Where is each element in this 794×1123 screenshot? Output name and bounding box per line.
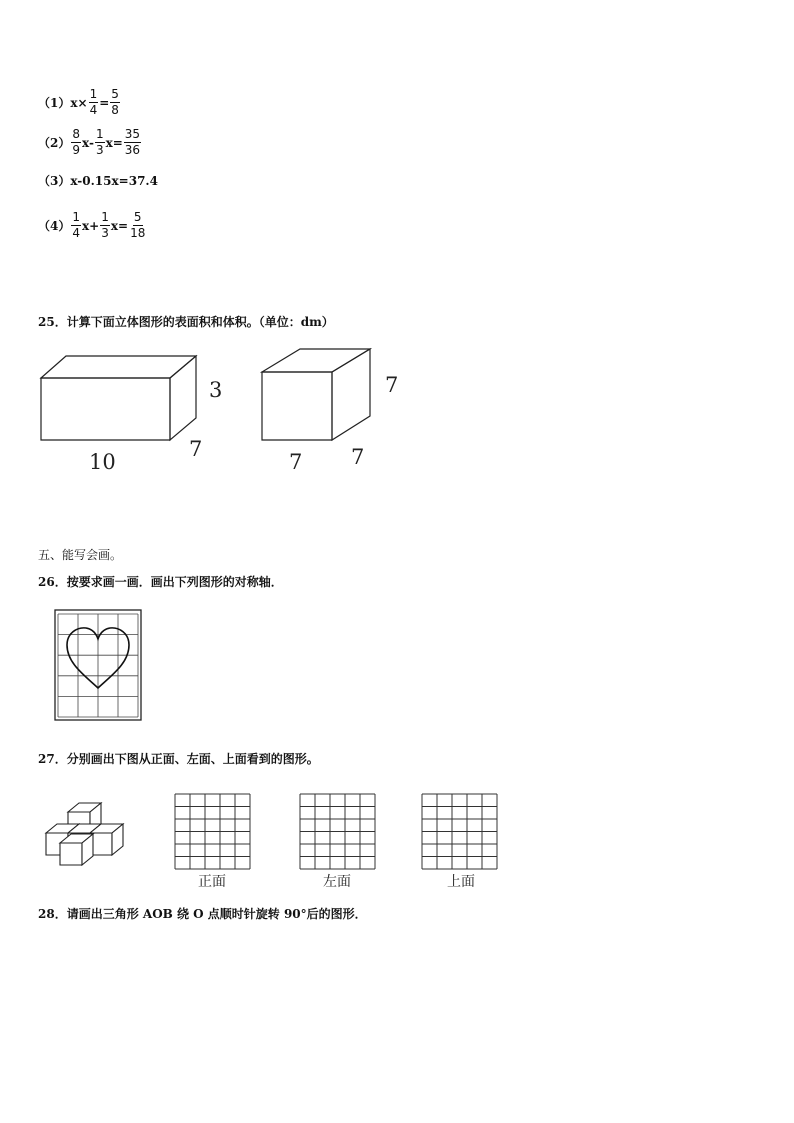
cube-figure bbox=[262, 349, 370, 440]
grid-label-front: 正面 bbox=[198, 874, 226, 890]
cuboid-figure bbox=[41, 356, 196, 440]
cube-stack-figure bbox=[46, 803, 123, 865]
cube-front-edge-label: 7 bbox=[289, 450, 303, 474]
fraction-denominator: 4 bbox=[89, 103, 98, 117]
grid-label-top: 上面 bbox=[447, 874, 475, 890]
fraction-denominator: 8 bbox=[111, 103, 119, 117]
cuboid-front-face bbox=[41, 378, 170, 440]
fraction-numerator: 8 bbox=[72, 127, 80, 141]
heart-grid-figure bbox=[55, 610, 141, 720]
cube-height-label: 7 bbox=[385, 373, 399, 397]
cube-face bbox=[60, 843, 82, 865]
stack-cube-right bbox=[90, 824, 123, 855]
left-view-grid bbox=[300, 794, 375, 869]
question-25-text: 25．计算下面立体图形的表面积和体积。（单位：dm） bbox=[38, 315, 334, 329]
top-view-grid bbox=[422, 794, 497, 869]
equation-number: （1） bbox=[38, 96, 71, 110]
question-27-text: 27．分别画出下图从正面、左面、上面看到的图形。 bbox=[38, 752, 319, 766]
fraction-numerator: 1 bbox=[72, 210, 80, 224]
equation-text: x+ bbox=[82, 218, 100, 233]
cuboid-height-label: 3 bbox=[209, 378, 223, 402]
question-28-text: 28．请画出三角形 AOB 绕 O 点顺时针旋转 90°后的图形． bbox=[38, 907, 367, 921]
cuboid-length-label: 10 bbox=[89, 450, 116, 474]
cube-side-edge-label: 7 bbox=[351, 445, 365, 469]
fraction-numerator: 5 bbox=[133, 210, 142, 224]
cube-front-face bbox=[262, 372, 332, 440]
equation-text: x-0.15x=37.4 bbox=[70, 173, 158, 188]
equation-number: （4） bbox=[38, 219, 71, 233]
fraction-denominator: 3 bbox=[101, 226, 109, 240]
fraction-denominator: 9 bbox=[72, 143, 80, 157]
cuboid-width-label: 7 bbox=[189, 437, 203, 461]
fraction-numerator: 1 bbox=[101, 210, 109, 224]
equation-text: x- bbox=[82, 135, 94, 150]
fraction-numerator: 1 bbox=[89, 87, 98, 101]
fraction-numerator: 35 bbox=[124, 127, 141, 141]
fraction-denominator: 3 bbox=[95, 143, 104, 157]
cube-top-face bbox=[262, 349, 370, 372]
view-grids bbox=[175, 794, 497, 869]
equation-text: x× bbox=[70, 95, 88, 110]
equation-text: x= bbox=[110, 218, 129, 233]
question-26-text: 26．按要求画一画．画出下列图形的对称轴． bbox=[38, 575, 283, 589]
equation-number: （2） bbox=[38, 136, 71, 150]
cuboid-top-face bbox=[41, 356, 196, 378]
section-5-title: 五、能写会画。 bbox=[38, 548, 123, 562]
equation-text: x= bbox=[105, 135, 123, 150]
equation-text: = bbox=[99, 95, 110, 110]
fraction-numerator: 5 bbox=[111, 87, 119, 101]
fraction-denominator: 18 bbox=[130, 226, 146, 240]
front-view-grid bbox=[175, 794, 250, 869]
cuboid-side-face bbox=[170, 356, 196, 440]
fraction-denominator: 4 bbox=[72, 226, 80, 240]
grid-label-left: 左面 bbox=[323, 874, 351, 890]
equation-number: （3） bbox=[38, 174, 71, 188]
cube-side-face bbox=[332, 349, 370, 440]
fraction-numerator: 1 bbox=[95, 127, 104, 141]
stack-cube-front bbox=[60, 834, 93, 865]
fraction-denominator: 36 bbox=[124, 143, 141, 157]
